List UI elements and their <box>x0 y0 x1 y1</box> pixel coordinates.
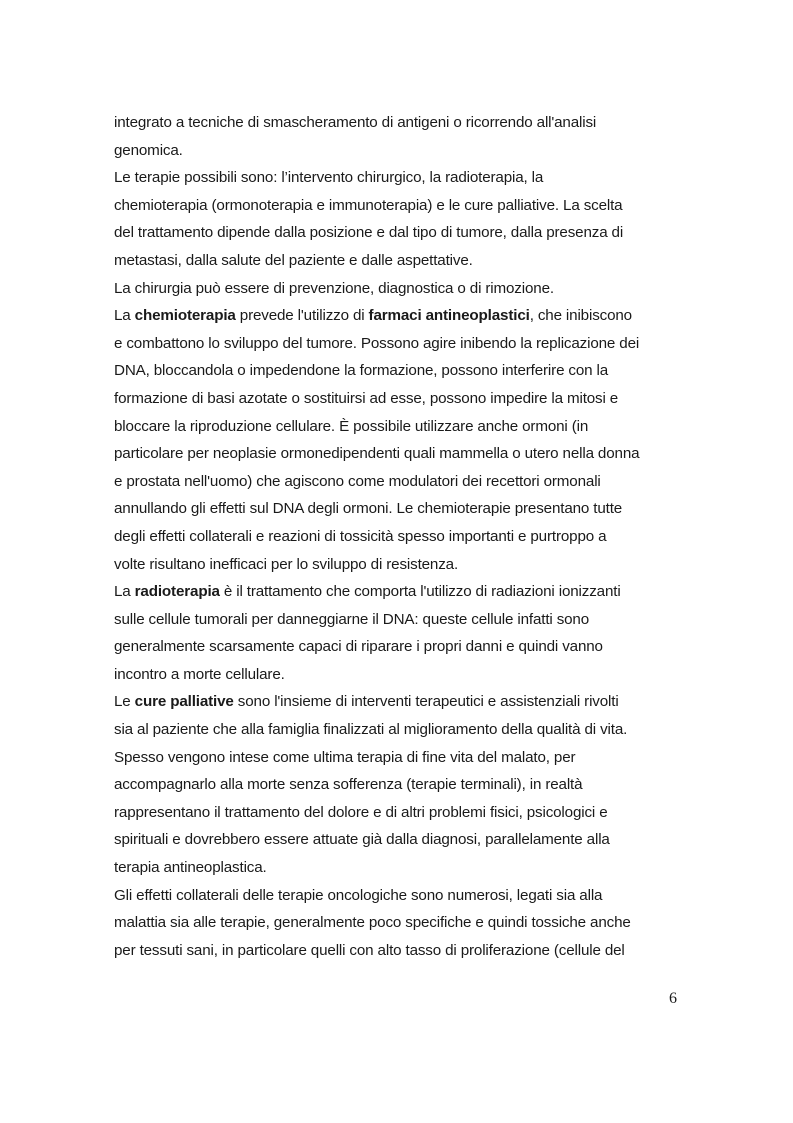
text-line <box>114 413 686 441</box>
text-run: La chirurgia può essere di prevenzione, diagnostica o di rimozione. <box>114 279 554 297</box>
text-line <box>114 882 686 910</box>
bold-term: radioterapia <box>134 583 220 601</box>
text-line <box>114 357 686 385</box>
text-run: del trattamento dipende dalla posizione e dal tipo di tumore, dalla presenza di <box>114 224 624 242</box>
text-line <box>114 192 686 220</box>
text-run: particolare per neoplasie ormonedipendenti quali mammella o utero nella donna <box>114 445 640 463</box>
text-run: genomica. <box>114 141 183 159</box>
text-run: malattia sia alle terapie, generalmente poco specifiche e quindi tossiche anche <box>114 914 631 932</box>
text-run: volte risultano inefficaci per lo sviluppo di resistenza. <box>114 555 459 573</box>
text-run: annullando gli effetti sul DNA degli ormoni. Le chemioterapie presentano tutte <box>114 500 623 518</box>
text-run: integrato a tecniche di smascheramento di antigeni o ricorrendo all'analisi <box>114 114 597 131</box>
text-line <box>114 468 686 496</box>
text-line <box>114 744 686 772</box>
text-run: incontro a morte cellulare. <box>114 665 285 683</box>
text-line <box>114 247 686 275</box>
text-line <box>114 799 686 827</box>
text-line <box>114 219 686 247</box>
text-run: terapia antineoplastica. <box>114 859 267 877</box>
text-line <box>114 854 686 882</box>
text-run: è il trattamento che comporta l'utilizzo di radiazioni ionizzanti <box>219 583 621 601</box>
text-line <box>114 275 686 303</box>
text-line <box>114 688 686 716</box>
text-line <box>114 302 686 330</box>
text-run: formazione di basi azotate o sostituirsi ad esse, possono impedire la mitosi e <box>114 389 619 407</box>
text-line <box>114 633 686 661</box>
text-line <box>114 137 686 165</box>
text-run: accompagnarlo alla morte senza sofferenza (terapie terminali), in realtà <box>114 776 583 794</box>
text-line <box>114 440 686 468</box>
text-run: per tessuti sani, in particolare quelli con alto tasso di proliferazione (cellule del <box>114 941 625 959</box>
bold-term: cure palliative <box>134 693 234 711</box>
text-run: Le <box>114 693 135 711</box>
text-line <box>114 771 686 799</box>
bold-term: farmaci antineoplastici <box>368 307 530 325</box>
text-line <box>114 661 686 689</box>
text-run: prevede l'utilizzo di <box>235 307 369 325</box>
text-line <box>114 109 686 137</box>
text-run: Gli effetti collaterali delle terapie oncologiche sono numerosi, legati sia alla <box>114 886 603 904</box>
body-text <box>114 109 686 964</box>
text-line <box>114 606 686 634</box>
text-run: generalmente scarsamente capaci di riparare i propri danni e quindi vanno <box>114 638 603 656</box>
text-run: e combattono lo sviluppo del tumore. Possono agire inibendo la replicazione dei <box>114 334 640 352</box>
text-line <box>114 495 686 523</box>
text-run: La <box>114 583 135 601</box>
text-run: rappresentano il trattamento del dolore e di altri problemi fisici, psicologici e <box>114 803 608 821</box>
text-line <box>114 385 686 413</box>
text-line <box>114 937 686 965</box>
text-line <box>114 578 686 606</box>
text-run: chemioterapia (ormonoterapia e immunoterapia) e le cure palliative. La scelta <box>114 196 623 214</box>
text-run: e prostata nell'uomo) che agiscono come modulatori dei recettori ormonali <box>114 472 601 490</box>
text-run: sono l'insieme di interventi terapeutici e assistenziali rivolti <box>233 693 619 711</box>
text-line <box>114 523 686 551</box>
bold-term: chemioterapia <box>134 307 236 325</box>
text-line <box>114 551 686 579</box>
text-run: Le terapie possibili sono: l’intervento chirurgico, la radioterapia, la <box>114 169 544 187</box>
text-line <box>114 164 686 192</box>
page-number: 6 <box>669 990 677 1007</box>
text-run: Spesso vengono intese come ultima terapia di fine vita del malato, per <box>114 748 576 766</box>
text-run: spirituali e dovrebbero essere attuate già dalla diagnosi, parallelamente alla <box>114 831 610 849</box>
text-run: La <box>114 307 135 325</box>
text-run: sia al paziente che alla famiglia finalizzati al miglioramento della qualità di vita. <box>114 721 628 739</box>
text-run: , che inibiscono <box>529 307 632 325</box>
text-run: degli effetti collaterali e reazioni di tossicità spesso importanti e purtroppo a <box>114 527 607 545</box>
text-line <box>114 716 686 744</box>
text-line <box>114 330 686 358</box>
text-line <box>114 909 686 937</box>
text-run: bloccare la riproduzione cellulare. È possibile utilizzare anche ormoni (in <box>114 417 589 435</box>
text-run: metastasi, dalla salute del paziente e dalle aspettative. <box>114 251 473 269</box>
text-run: sulle cellule tumorali per danneggiarne il DNA: queste cellule infatti sono <box>114 610 590 628</box>
text-run: DNA, bloccandola o impedendone la formazione, possono interferire con la <box>114 362 609 380</box>
text-line <box>114 826 686 854</box>
